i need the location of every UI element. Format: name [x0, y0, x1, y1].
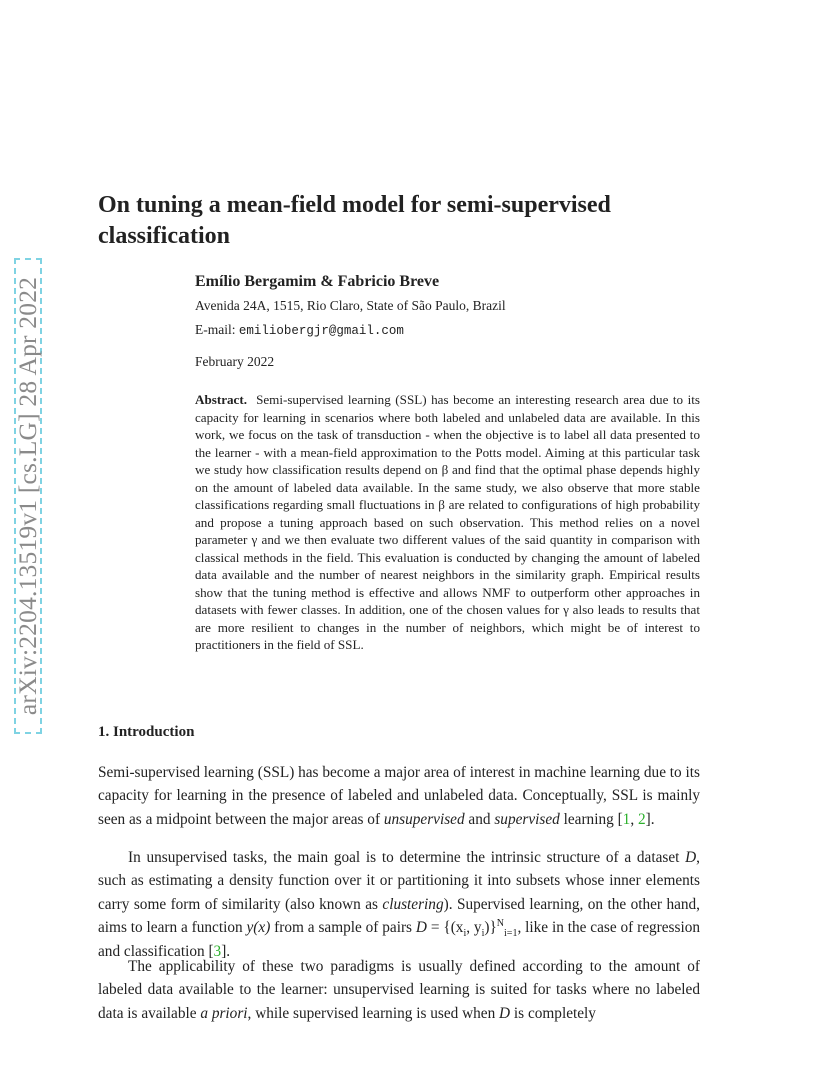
math-set: = {(x — [426, 919, 464, 937]
intro-paragraph-3 — [98, 955, 700, 1025]
text: Semi-supervised learning (SSL) has become a major area of interest in machine learning due to its capacity for learning in the presence of labeled and unlabeled data. Conceptually, SSL is mainly seen as a midpoint between the major areas of — [98, 764, 700, 828]
text: , — [630, 810, 638, 828]
intro-paragraph-2 — [98, 846, 700, 963]
authors: Emílio Bergamim & Fabricio Breve — [195, 273, 440, 290]
citation-link[interactable]: 2 — [637, 810, 646, 828]
arxiv-identifier[interactable]: arXiv:2204.13519v1 [cs.LG] 28 Apr 2022 — [13, 276, 42, 716]
emphasis: clustering — [382, 895, 444, 913]
emphasis: unsupervised — [383, 810, 465, 828]
math-var: D — [685, 849, 697, 866]
math-var: D — [415, 919, 427, 937]
math-subscript: i=1 — [504, 928, 518, 940]
math-subscript: i — [481, 928, 485, 940]
text: In unsupervised tasks, the main goal is to determine the intrinsic structure of a dataset — [128, 849, 686, 866]
math-function: y(x) — [246, 919, 271, 937]
text: and — [464, 810, 495, 828]
citation-link[interactable]: 1 — [622, 810, 631, 828]
text: from a sample of pairs — [270, 919, 416, 937]
email-address[interactable]: emiliobergjr@gmail.com — [238, 324, 404, 338]
email-label: E-mail: — [195, 322, 236, 337]
math-var: D — [499, 1004, 511, 1022]
arxiv-stamp — [14, 258, 42, 734]
abstract-label: Abstract. — [195, 392, 247, 407]
author-address: Avenida 24A, 1515, Rio Claro, State of São Paulo, Brazil — [195, 298, 506, 313]
text: , such as estimating a density function over it or partitioning it into subsets whose inner elements carry some form of similarity (also known as — [98, 849, 700, 913]
emphasis: a priori — [200, 1004, 248, 1022]
text: ). Supervised learning, on the other hand, aims to learn a function — [98, 895, 701, 937]
text: , like in the case of regression and classification [ — [98, 919, 700, 960]
abstract-text: Semi-supervised learning (SSL) has become an interesting research area due to its capacity for learning in scenarios where both labeled and unlabeled data are available. In this work, we focus on the task of transduction - when the objective is to label all data presented to the learner - with a mean-field approximation to the Potts model. Aiming at this particular task we study how classification results depend on β and find that the optimal phase depends highly on the amount of labeled data available. In the same study, we also observe that more stable classifications regarding small fluctuations in β are related to configurations of high probability and propose a tuning approach based on such observation. This method relies on a novel parameter γ and we then evaluate two different values of the said quantity in comparison with classical methods in the field. This evaluation is conducted by changing the amount of labeled data available and the number of nearest neighbors in the similarity graph. Empirical results show that the tuning method is effective and allows NMF to outperform other approaches in datasets with fewer classes. In addition, one of the chosen values for γ also leads to results that are more resilient to changes in the number of neighbors, which might be of interest to practitioners in the field of SSL. — [195, 392, 700, 652]
paper-date: February 2022 — [195, 354, 275, 369]
intro-paragraph-1 — [98, 761, 700, 831]
text: , while supervised learning is used when — [247, 1004, 500, 1022]
math-superscript: N — [496, 918, 505, 930]
emphasis: supervised — [494, 810, 560, 828]
text: is completely — [510, 1004, 596, 1022]
text: learning [ — [559, 810, 623, 828]
text: ]. — [645, 810, 655, 828]
math-set: , y — [466, 919, 482, 937]
math-subscript: i — [463, 928, 467, 940]
citation-link[interactable]: 3 — [213, 942, 222, 960]
abstract — [195, 391, 700, 654]
section-heading-introduction: 1. Introduction — [98, 724, 195, 740]
text: ]. — [221, 942, 231, 960]
author-email-line — [195, 322, 715, 338]
text: The applicability of these two paradigms is usually defined according to the amount of labeled data available to the learner: unsupervised learning is suited for tasks where no labeled data is available — [98, 958, 700, 1022]
paper-title: On tuning a mean-field model for semi-supervised classification — [98, 192, 611, 249]
math-set: )} — [484, 919, 497, 937]
